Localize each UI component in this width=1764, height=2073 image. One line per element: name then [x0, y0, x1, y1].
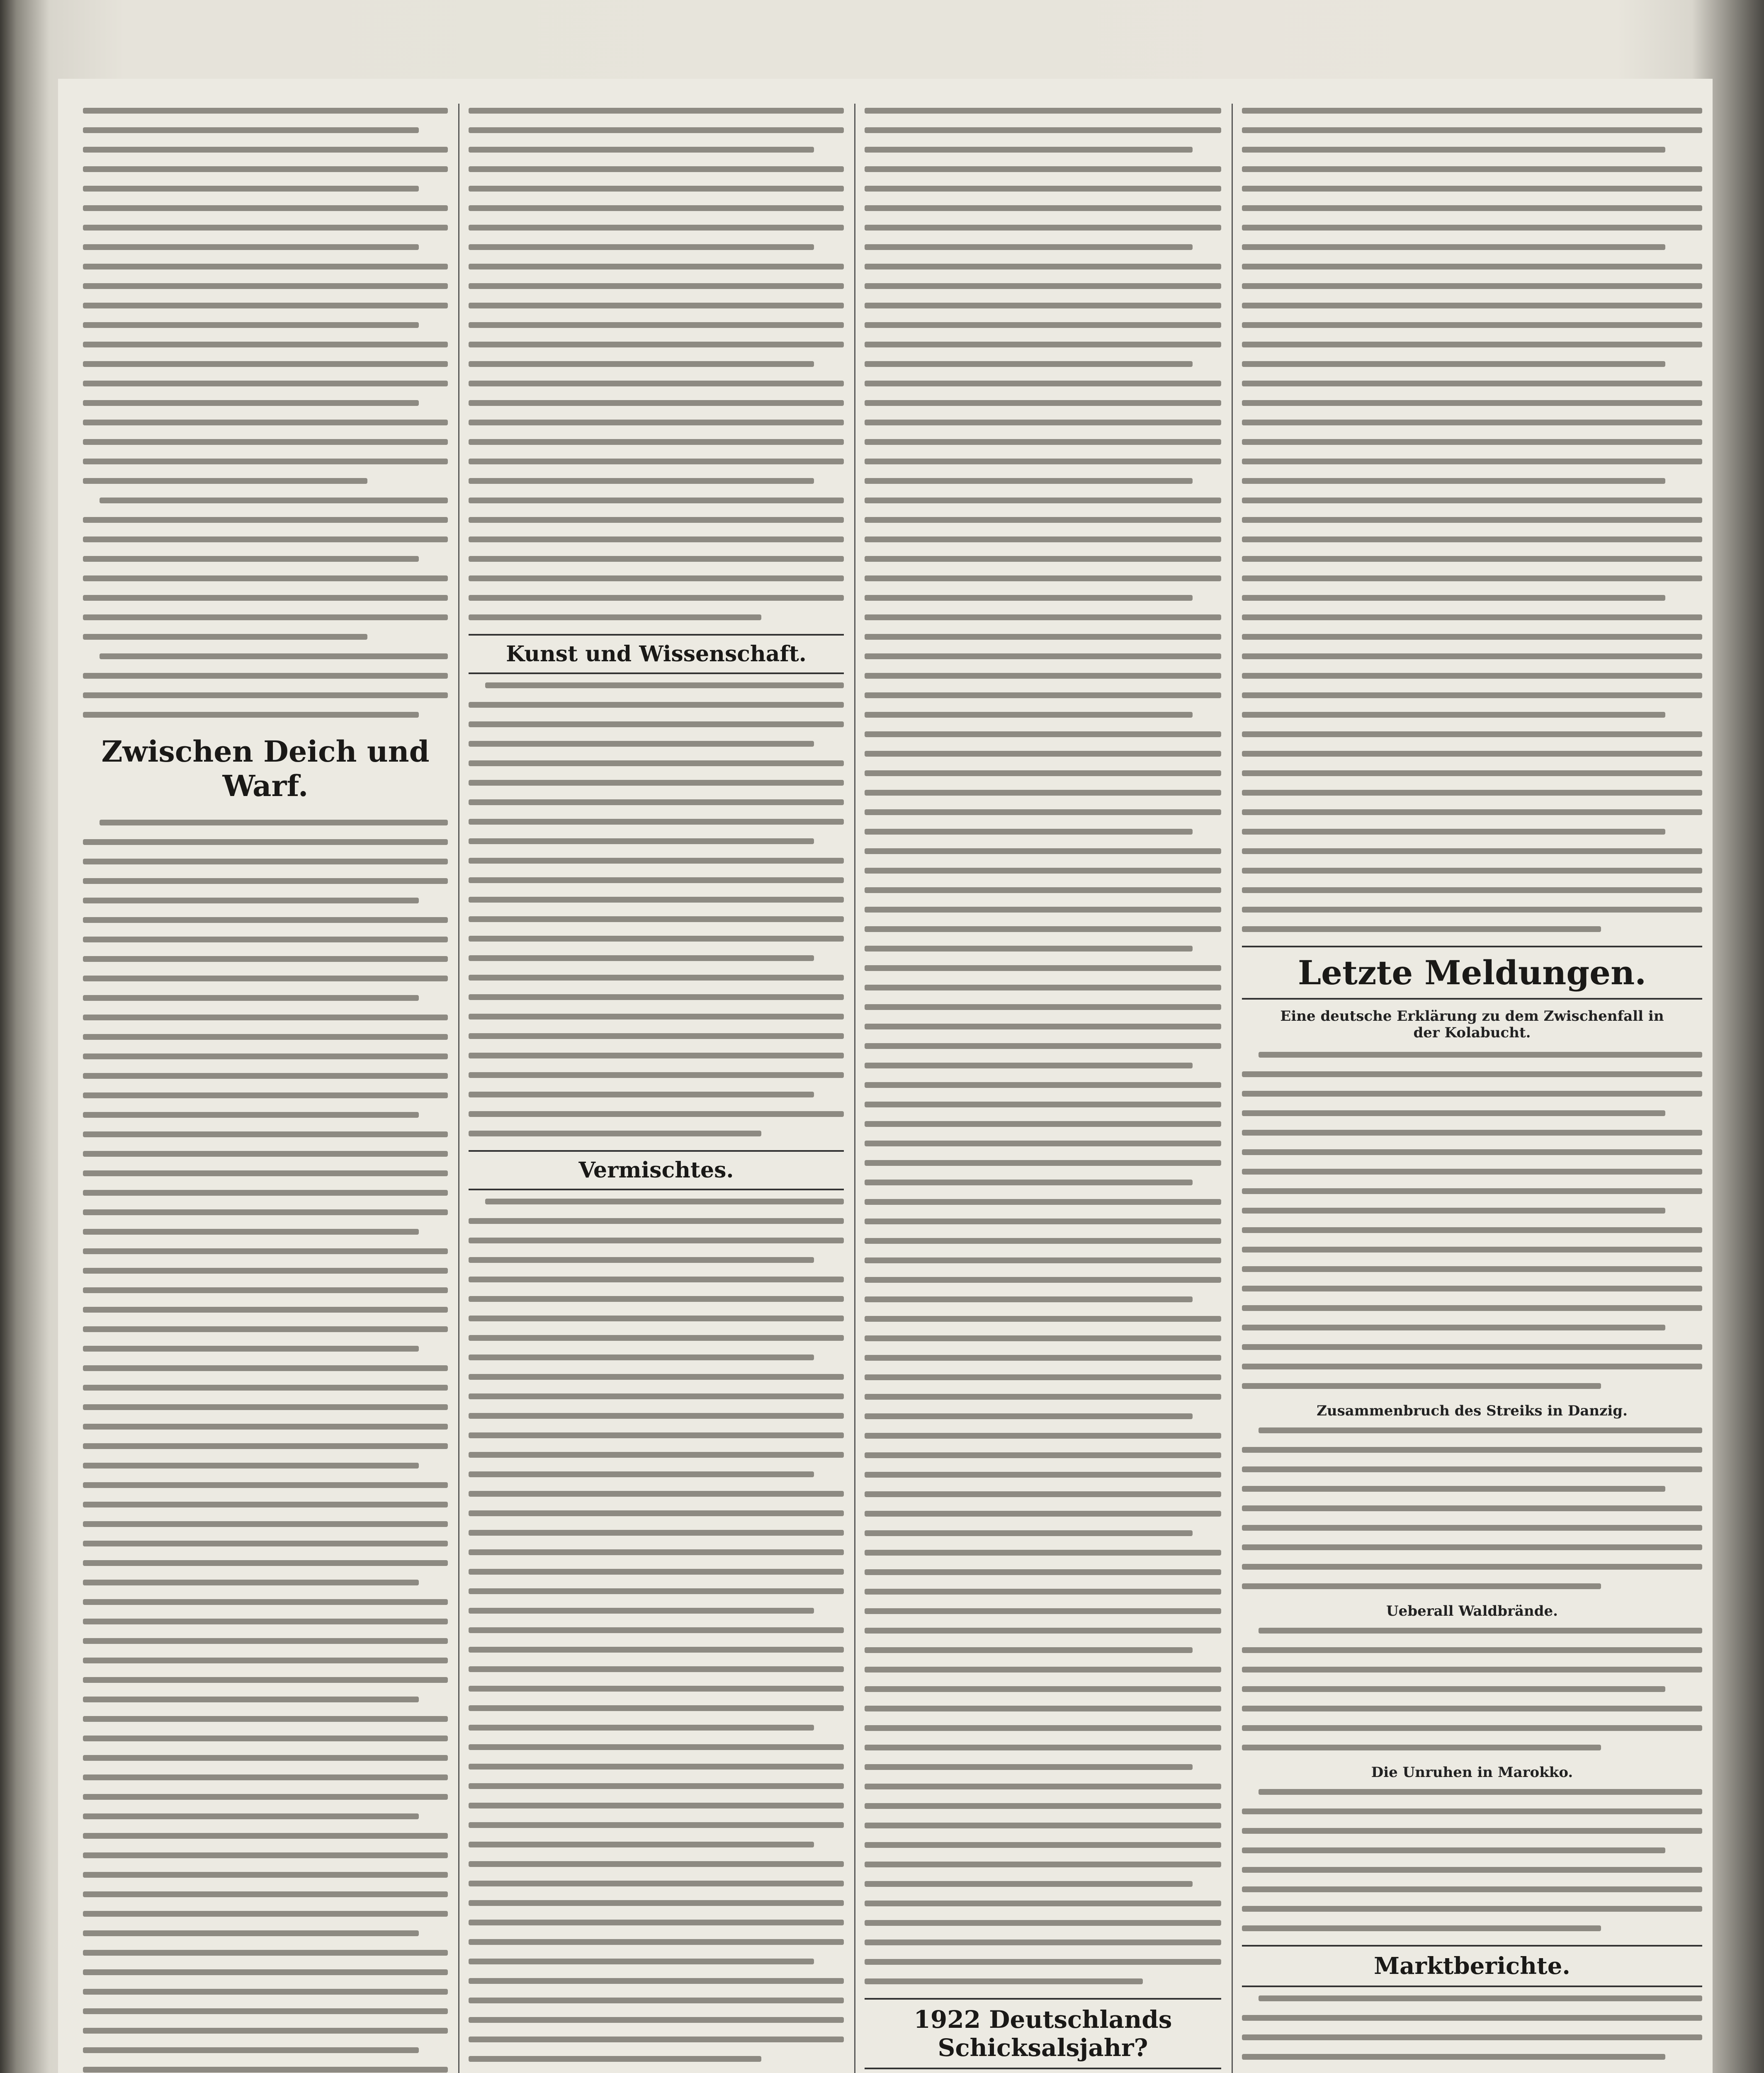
section-heading: Vermischtes.	[578, 1158, 734, 1183]
column-2	[469, 108, 844, 2073]
article-text	[469, 108, 844, 620]
article-text	[1242, 1052, 1702, 1389]
column-rule	[1232, 104, 1233, 2073]
section-heading: Zwischen Deich und Warf.	[101, 734, 430, 803]
article-text	[469, 682, 844, 1136]
article-text	[1242, 1628, 1702, 1750]
column-rule	[458, 104, 459, 2073]
column-rule	[854, 104, 855, 2073]
section-heading: Kunst und Wissenschaft.	[506, 641, 807, 667]
article-text	[1242, 1995, 1702, 2073]
section-box	[865, 1998, 1221, 2069]
section-heading: Letzte Meldungen.	[1297, 953, 1647, 992]
subheading: Die Unruhen in Marokko.	[1371, 1764, 1573, 1781]
section-box	[1242, 1945, 1702, 1987]
subheading: Zusammenbruch des Streiks in Danzig.	[1317, 1403, 1628, 1419]
section-box	[1242, 946, 1702, 1000]
section-heading: Marktberichte.	[1374, 1952, 1570, 1980]
article-text	[83, 820, 448, 2073]
article-text	[1242, 1789, 1702, 1931]
column-1	[83, 108, 448, 2073]
newspaper-page	[58, 79, 1713, 2073]
section-box	[469, 634, 844, 674]
article-text	[83, 108, 448, 718]
section-box	[469, 1150, 844, 1190]
subheading: Ueberall Waldbrände.	[1386, 1603, 1558, 1619]
column-4	[1242, 108, 1702, 2073]
subheading: Eine deutsche Erklärung zu dem Zwischenfall in der Kolabucht.	[1280, 1008, 1664, 1041]
article-text	[1242, 1427, 1702, 1589]
article-text	[1242, 108, 1702, 932]
article-text	[865, 108, 1221, 1984]
section-heading: 1922 Deutschlands Schicksalsjahr?	[914, 2005, 1172, 2062]
article-text	[469, 1199, 844, 2062]
column-3	[865, 108, 1221, 2073]
